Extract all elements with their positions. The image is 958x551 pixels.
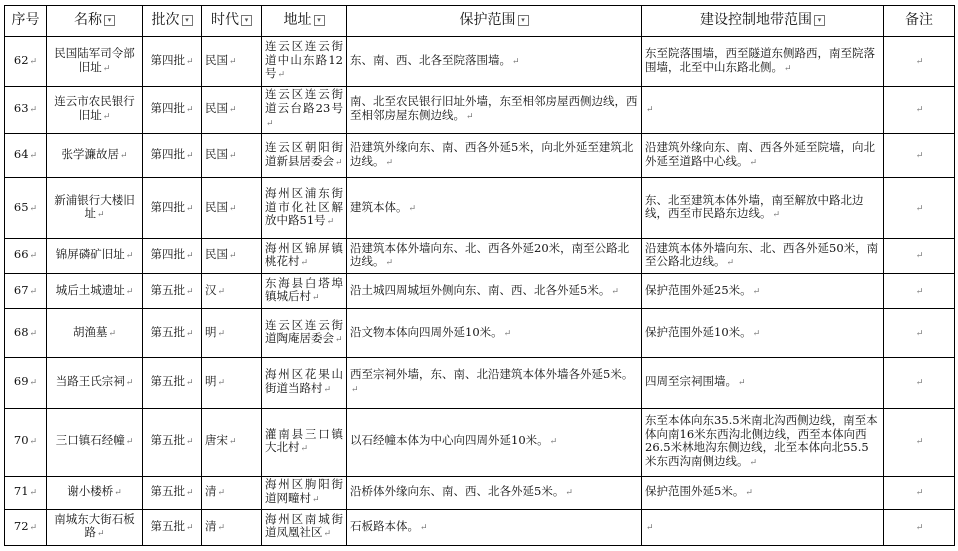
paragraph-mark-icon: ↵ [385, 157, 394, 168]
paragraph-mark-icon: ↵ [185, 378, 194, 389]
cell-batch [143, 37, 202, 87]
cell-address [262, 408, 347, 476]
paragraph-mark-icon: ↵ [102, 111, 111, 122]
table-row [5, 309, 955, 358]
cell-name [47, 309, 143, 358]
cell-address-text: 海州区锦屏镇桃花村 [265, 240, 343, 269]
cell-note [884, 239, 955, 274]
cell-name [47, 408, 143, 476]
paragraph-mark-icon: ↵ [915, 150, 924, 161]
cell-name [47, 509, 143, 545]
cell-note [884, 408, 955, 476]
paragraph-mark-icon: ↵ [229, 437, 237, 448]
cell-no-text: 65 [13, 199, 29, 214]
cell-note [884, 178, 955, 239]
table-row [5, 239, 955, 274]
paragraph-mark-icon: ↵ [745, 487, 753, 498]
cell-era-text: 民国 [205, 101, 228, 116]
header-label: 序号 [11, 12, 40, 29]
cell-control [642, 408, 884, 476]
cell-batch-text: 第五批 [150, 282, 185, 297]
paragraph-mark-icon: ↵ [312, 293, 320, 304]
paragraph-mark-icon: ↵ [915, 437, 924, 448]
column-dropdown-icon[interactable]: ▾ [182, 15, 193, 26]
cell-scope [347, 476, 642, 509]
table-row [5, 476, 955, 509]
header-label: 地址 [283, 12, 312, 29]
paragraph-mark-icon: ↵ [772, 210, 781, 221]
cell-name-text: 连云市农民银行旧址 [54, 94, 135, 122]
table-body [5, 37, 955, 546]
cell-batch-text: 第五批 [150, 483, 185, 498]
cell-era [202, 408, 262, 476]
paragraph-mark-icon: ↵ [549, 437, 558, 448]
paragraph-mark-icon: ↵ [125, 378, 134, 389]
paragraph-mark-icon: ↵ [752, 328, 761, 339]
table-row [5, 274, 955, 309]
cell-control [642, 358, 884, 408]
paragraph-mark-icon: ↵ [125, 286, 134, 297]
cell-scope [347, 274, 642, 309]
cell-address [262, 309, 347, 358]
paragraph-mark-icon: ↵ [185, 150, 194, 161]
cell-scope [347, 239, 642, 274]
table-row [5, 358, 955, 408]
paragraph-mark-icon: ↵ [915, 105, 924, 116]
header-note [884, 6, 955, 37]
cell-address [262, 133, 347, 178]
cell-no [5, 87, 47, 134]
cell-batch-text: 第五批 [150, 324, 185, 339]
cell-era [202, 178, 262, 239]
cell-name [47, 133, 143, 178]
cell-control [642, 274, 884, 309]
cell-era [202, 274, 262, 309]
cell-era [202, 239, 262, 274]
cell-control-text: 东至本体向东35.5米南北沟西侧边线，南至本体向南16米东西沟北侧边线，西至本体向西26.5米林地沟东侧边线，北至本体向北55.5米东西沟南侧边线。 [645, 412, 878, 468]
paragraph-mark-icon: ↵ [466, 111, 474, 122]
cell-scope-text: 石板路本体。 [350, 518, 419, 533]
paragraph-mark-icon: ↵ [29, 150, 38, 161]
cell-address-text: 连云区连云街道云台路23号 [265, 87, 343, 116]
cell-name-text: 胡渔墓 [72, 324, 108, 339]
paragraph-mark-icon: ↵ [229, 150, 237, 161]
cell-scope-text: 以石经幢本体为中心向四周外延10米。 [350, 433, 549, 448]
paragraph-mark-icon: ↵ [217, 328, 226, 339]
paragraph-mark-icon: ↵ [185, 203, 194, 214]
paragraph-mark-icon: ↵ [646, 105, 654, 116]
cell-no-text: 70 [13, 433, 29, 448]
header-row [5, 6, 955, 37]
cell-scope [347, 37, 642, 87]
cell-address [262, 476, 347, 509]
cell-control [642, 509, 884, 545]
paragraph-mark-icon: ↵ [503, 328, 512, 339]
paragraph-mark-icon: ↵ [312, 494, 320, 505]
header-control [642, 6, 884, 37]
cell-scope [347, 87, 642, 134]
column-dropdown-icon[interactable]: ▾ [241, 15, 252, 26]
cell-scope [347, 509, 642, 545]
header-name [47, 6, 143, 37]
cell-control [642, 476, 884, 509]
cell-era [202, 358, 262, 408]
column-dropdown-icon[interactable]: ▾ [518, 15, 529, 26]
header-label: 批次 [151, 12, 180, 29]
header-label: 保护范围 [459, 12, 516, 29]
paragraph-mark-icon: ↵ [185, 251, 194, 262]
cell-era-text: 民国 [205, 146, 228, 161]
paragraph-mark-icon: ↵ [915, 487, 924, 498]
cell-scope [347, 178, 642, 239]
cell-address-text: 连云区连云街道陶庵居委会 [265, 317, 343, 346]
paragraph-mark-icon: ↵ [29, 487, 38, 498]
header-scope [347, 6, 642, 37]
cell-address-text: 海州区浦东街道市化社区解放中路51号 [265, 185, 343, 228]
cell-era [202, 476, 262, 509]
paragraph-mark-icon: ↵ [29, 56, 38, 67]
cell-era-text: 民国 [205, 247, 228, 262]
cell-no [5, 37, 47, 87]
paragraph-mark-icon: ↵ [96, 529, 105, 540]
paragraph-mark-icon: ↵ [915, 378, 924, 389]
paragraph-mark-icon: ↵ [726, 258, 735, 269]
cell-no [5, 239, 47, 274]
cell-name [47, 178, 143, 239]
cell-era-text: 明 [205, 324, 217, 339]
cell-note [884, 476, 955, 509]
cell-era-text: 清 [205, 483, 217, 498]
cell-address-text: 东海县白塔埠镇城后村 [265, 275, 343, 304]
header-label: 名称 [74, 12, 102, 29]
paragraph-mark-icon: ↵ [217, 487, 226, 498]
table-row [5, 87, 955, 134]
cell-address [262, 37, 347, 87]
paragraph-mark-icon: ↵ [185, 286, 194, 297]
cell-name-text: 谢小楼桥 [67, 483, 114, 498]
paragraph-mark-icon: ↵ [408, 203, 417, 214]
cell-no [5, 358, 47, 408]
paragraph-mark-icon: ↵ [565, 487, 573, 498]
cell-scope-text: 沿桥体外缘向东、南、西、北各外延5米。 [350, 483, 565, 498]
cell-era-text: 明 [205, 374, 217, 389]
paragraph-mark-icon: ↵ [229, 251, 237, 262]
cell-scope [347, 133, 642, 178]
cell-no-text: 66 [13, 247, 29, 262]
cell-control-text: 保护范围外延10米。 [645, 324, 752, 339]
cell-name-text: 新浦银行大楼旧址 [54, 192, 135, 221]
paragraph-mark-icon: ↵ [185, 437, 194, 448]
cell-name-text: 三口镇石经幢 [55, 433, 125, 448]
header-address [262, 6, 347, 37]
paragraph-mark-icon: ↵ [335, 157, 343, 168]
table-row [5, 133, 955, 178]
cell-no-text: 72 [13, 518, 29, 533]
header-era [202, 6, 262, 37]
cell-name-text: 锦屏磷矿旧址 [55, 247, 125, 262]
cell-scope-text: 西至宗祠外墙，东、南、北沿建筑本体外墙各外延5米。 [350, 367, 634, 382]
cell-no [5, 274, 47, 309]
cell-scope [347, 309, 642, 358]
paragraph-mark-icon: ↵ [29, 522, 38, 533]
cell-era [202, 37, 262, 87]
cell-address-text: 灌南县三口镇大北村 [265, 426, 343, 455]
paragraph-mark-icon: ↵ [217, 378, 226, 389]
paragraph-mark-icon: ↵ [915, 328, 924, 339]
paragraph-mark-icon: ↵ [29, 105, 38, 116]
column-dropdown-icon[interactable]: ▾ [814, 15, 825, 26]
paragraph-mark-icon: ↵ [300, 258, 309, 269]
cell-name-text: 城后土城遗址 [55, 282, 125, 297]
paragraph-mark-icon: ↵ [185, 522, 194, 533]
paragraph-mark-icon: ↵ [29, 286, 38, 297]
paragraph-mark-icon: ↵ [784, 63, 792, 74]
cell-address [262, 87, 347, 134]
paragraph-mark-icon: ↵ [915, 56, 924, 67]
paragraph-mark-icon: ↵ [119, 150, 128, 161]
cell-batch-text: 第五批 [150, 433, 185, 448]
paragraph-mark-icon: ↵ [185, 487, 194, 498]
paragraph-mark-icon: ↵ [29, 251, 38, 262]
cell-note [884, 37, 955, 87]
cell-batch [143, 87, 202, 134]
paragraph-mark-icon: ↵ [300, 444, 309, 455]
cell-address-text: 海州区朐阳街道网疃村 [265, 477, 343, 505]
paragraph-mark-icon: ↵ [29, 378, 38, 389]
cell-note [884, 87, 955, 134]
cell-address [262, 358, 347, 408]
paragraph-mark-icon: ↵ [420, 522, 428, 533]
cell-no-text: 64 [13, 146, 29, 161]
cell-batch-text: 第四批 [150, 247, 185, 262]
paragraph-mark-icon: ↵ [335, 335, 343, 346]
column-dropdown-icon[interactable]: ▾ [314, 15, 325, 26]
cell-era [202, 509, 262, 545]
paragraph-mark-icon: ↵ [108, 328, 117, 339]
cell-control [642, 133, 884, 178]
cell-no-text: 67 [13, 282, 29, 297]
cell-name [47, 476, 143, 509]
paragraph-mark-icon: ↵ [217, 522, 226, 533]
paragraph-mark-icon: ↵ [96, 210, 105, 221]
paragraph-mark-icon: ↵ [185, 56, 194, 67]
paragraph-mark-icon: ↵ [738, 378, 746, 389]
cell-name-text: 张学濂故居 [61, 146, 119, 161]
header-label: 建设控制地带范围 [700, 12, 812, 29]
paragraph-mark-icon: ↵ [229, 56, 237, 67]
cell-no [5, 309, 47, 358]
cell-batch-text: 第四批 [150, 101, 185, 116]
cell-control [642, 87, 884, 134]
cell-no [5, 509, 47, 545]
cell-no-text: 68 [13, 324, 29, 339]
paragraph-mark-icon: ↵ [385, 258, 394, 269]
paragraph-mark-icon: ↵ [29, 437, 38, 448]
cell-name-text: 南城东大街石板路 [54, 511, 135, 540]
table-row [5, 408, 955, 476]
cell-batch [143, 358, 202, 408]
paragraph-mark-icon: ↵ [752, 286, 761, 297]
cell-batch [143, 274, 202, 309]
header-batch [143, 6, 202, 37]
paragraph-mark-icon: ↵ [915, 286, 924, 297]
cell-scope [347, 358, 642, 408]
cell-scope-text: 沿建筑外缘向东、南、西各外延5米，向北外延至建筑北边线。 [350, 139, 634, 168]
cell-batch-text: 第四批 [150, 199, 185, 214]
cell-name-text: 民国陆军司令部旧址 [54, 45, 135, 74]
cell-control-text: 保护范围外延25米。 [645, 282, 752, 297]
cell-scope-text: 建筑本体。 [350, 199, 408, 214]
cell-control [642, 239, 884, 274]
paragraph-mark-icon: ↵ [326, 217, 335, 228]
cell-address [262, 178, 347, 239]
cell-no [5, 476, 47, 509]
cell-era-text: 民国 [205, 199, 228, 214]
cell-address-text: 连云区朝阳街道新县居委会 [265, 139, 343, 168]
cell-control-text: 东、北至建筑本体外墙，南至解放中路北边线，西至市民路东边线。 [645, 192, 864, 221]
cell-no-text: 62 [13, 52, 29, 67]
cell-scope [347, 408, 642, 476]
cell-address [262, 239, 347, 274]
cell-control-text: 保护范围外延5米。 [645, 483, 745, 498]
cell-batch [143, 133, 202, 178]
cell-no-text: 71 [13, 483, 29, 498]
cell-batch-text: 第四批 [150, 146, 185, 161]
cell-era-text: 唐宋 [205, 433, 228, 448]
paragraph-mark-icon: ↵ [323, 385, 332, 395]
table-row [5, 509, 955, 545]
table-row [5, 178, 955, 239]
column-dropdown-icon[interactable]: ▾ [104, 15, 115, 26]
cell-scope-text: 沿文物本体向四周外延10米。 [350, 324, 503, 339]
cell-era-text: 清 [205, 518, 217, 533]
cell-address [262, 509, 347, 545]
cell-control [642, 309, 884, 358]
cell-no [5, 408, 47, 476]
paragraph-mark-icon: ↵ [646, 522, 654, 533]
cell-name [47, 87, 143, 134]
cell-era [202, 133, 262, 178]
paragraph-mark-icon: ↵ [125, 251, 134, 262]
paragraph-mark-icon: ↵ [749, 457, 758, 468]
cell-control-text: 沿建筑外缘向东、南、西各外延至院墙，向北外延至道路中心线。 [645, 139, 875, 168]
cell-era-text: 汉 [205, 282, 217, 297]
paragraph-mark-icon: ↵ [229, 105, 237, 116]
cell-scope-text: 沿建筑本体外墙向东、北、西各外延20米，南至公路北边线。 [350, 240, 630, 269]
cell-batch [143, 178, 202, 239]
cell-control [642, 37, 884, 87]
table-row [5, 37, 955, 87]
cell-address-text: 连云区连云街道中山东路12号 [265, 39, 343, 81]
paragraph-mark-icon: ↵ [749, 157, 758, 168]
cell-note [884, 274, 955, 309]
paragraph-mark-icon: ↵ [29, 203, 38, 214]
cell-no-text: 63 [13, 101, 29, 116]
paragraph-mark-icon: ↵ [351, 385, 359, 395]
cell-address-text: 海州区花果山街道当路村 [265, 367, 343, 395]
cell-batch [143, 476, 202, 509]
header-no [5, 6, 47, 37]
cell-control-text: 东至院落围墙，西至隧道东侧路西，南至院落围墙，北至中山东路北侧。 [645, 45, 875, 74]
paragraph-mark-icon: ↵ [125, 437, 134, 448]
cell-scope-text: 东、南、西、北各至院落围墙。 [350, 52, 511, 67]
cell-name [47, 358, 143, 408]
cell-control-text: 沿建筑本体外墙向东、北、西各外延50米，南至公路北边线。 [645, 240, 879, 269]
paragraph-mark-icon: ↵ [217, 286, 226, 297]
paragraph-mark-icon: ↵ [611, 286, 619, 297]
paragraph-mark-icon: ↵ [915, 251, 924, 262]
cell-batch-text: 第四批 [150, 52, 185, 67]
cell-no [5, 133, 47, 178]
cell-batch-text: 第五批 [150, 374, 185, 389]
paragraph-mark-icon: ↵ [512, 56, 520, 67]
paragraph-mark-icon: ↵ [266, 118, 274, 129]
cell-batch [143, 309, 202, 358]
cell-name [47, 37, 143, 87]
cell-batch [143, 509, 202, 545]
paragraph-mark-icon: ↵ [185, 105, 194, 116]
cell-name [47, 239, 143, 274]
cell-control-text: 四周至宗祠围墙。 [645, 374, 737, 389]
cell-era-text: 民国 [205, 52, 228, 67]
cell-note [884, 133, 955, 178]
cell-note [884, 358, 955, 408]
cell-no [5, 178, 47, 239]
cell-scope-text: 沿土城四周城垣外侧向东、南、西、北各外延5米。 [350, 282, 611, 297]
paragraph-mark-icon: ↵ [229, 203, 237, 214]
cell-scope-text: 南、北至农民银行旧址外墙，东至相邻房屋西侧边线，西至相邻房屋东侧边线。 [350, 94, 638, 122]
cell-name [47, 274, 143, 309]
cell-address [262, 274, 347, 309]
cell-no-text: 69 [13, 374, 29, 389]
cell-era [202, 87, 262, 134]
cell-name-text: 当路王氏宗祠 [55, 374, 125, 389]
heritage-table [4, 5, 955, 546]
cell-note [884, 309, 955, 358]
paragraph-mark-icon: ↵ [102, 63, 111, 74]
paragraph-mark-icon: ↵ [185, 328, 194, 339]
cell-note [884, 509, 955, 545]
cell-era [202, 309, 262, 358]
cell-batch [143, 239, 202, 274]
header-label: 时代 [211, 12, 239, 29]
cell-batch [143, 408, 202, 476]
cell-address-text: 海州区南城街道凤凰社区 [265, 511, 343, 540]
paragraph-mark-icon: ↵ [915, 203, 924, 214]
header-label: 备注 [905, 12, 933, 29]
paragraph-mark-icon: ↵ [29, 328, 38, 339]
cell-batch-text: 第五批 [150, 518, 185, 533]
paragraph-mark-icon: ↵ [114, 487, 122, 498]
cell-control [642, 178, 884, 239]
paragraph-mark-icon: ↵ [277, 70, 286, 81]
paragraph-mark-icon: ↵ [915, 522, 924, 533]
paragraph-mark-icon: ↵ [323, 529, 332, 540]
